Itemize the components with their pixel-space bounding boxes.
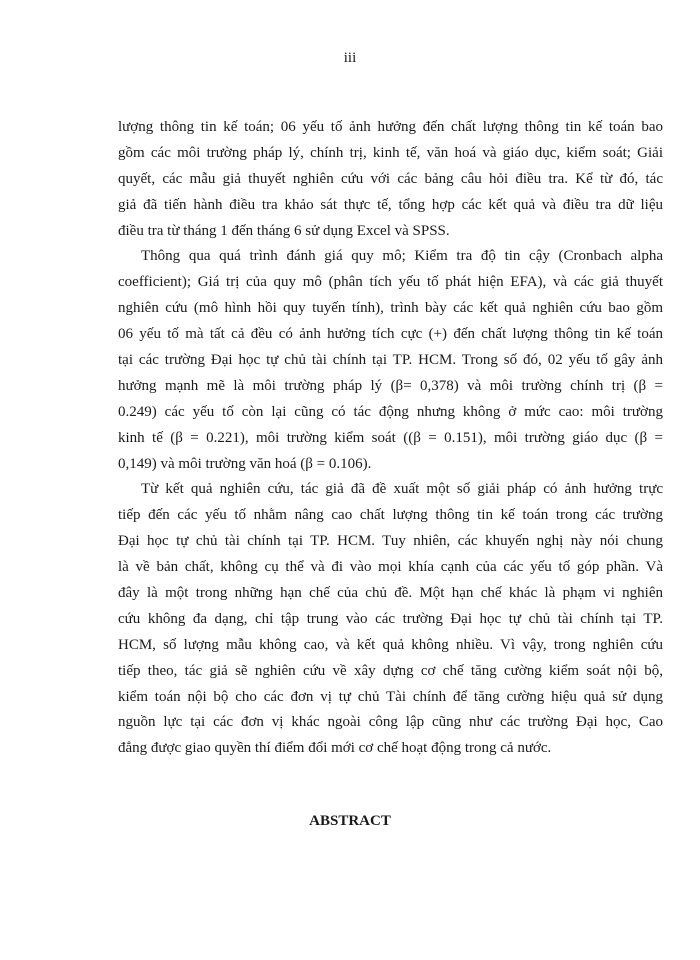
text-line: gồm các môi trường pháp lý, chính trị, kinh tế, văn hoá và giáo dục, kiểm soát; Giải bbox=[118, 144, 663, 161]
paragraph bbox=[118, 477, 663, 762]
text-line: 06 yếu tố mà tất cả đều có ảnh hưởng tích cực (+) đến chất lượng thông tin kế toán bbox=[118, 326, 663, 343]
text-line: 0.249) các yếu tố còn lại cũng có tác động nhưng không ở mức cao: môi trường bbox=[118, 403, 663, 420]
text-line: hưởng mạnh mẽ là môi trường pháp lý (β= 0,378) và môi trường chính trị (β = bbox=[118, 377, 663, 394]
text-line: đẳng được giao quyền thí điểm đổi mới cơ chế hoạt động trong cả nước. bbox=[118, 740, 552, 757]
text-line: là về bản chất, không cụ thể và đi vào mọi khía cạnh của các yếu tố góp phần. Và bbox=[118, 559, 663, 576]
text-line: lượng thông tin kế toán; 06 yếu tố ảnh hưởng đến chất lượng thông tin kế toán bao bbox=[118, 119, 663, 135]
text-line: quyết, các mẫu giả thuyết nghiên cứu với các bảng câu hỏi điều tra. Kể từ đó, tác bbox=[118, 170, 663, 187]
text-line: tiếp đến các yếu tố nhằm nâng cao chất lượng thông tin kế toán trong các trường bbox=[118, 507, 663, 524]
text-line: cứu không đa dạng, chỉ tập trung vào các trường Đại học tự chủ tài chính tại TP. bbox=[118, 610, 663, 627]
text-line: điều tra từ tháng 1 đến tháng 6 sử dụng Excel và SPSS. bbox=[118, 222, 450, 239]
text-line: 0,149) và môi trường văn hoá (β = 0.106). bbox=[118, 455, 372, 472]
text-line: nghiên cứu (mô hình hồi quy tuyến tính), trình bày các kết quả nghiên cứu bao gồm bbox=[118, 300, 663, 317]
text-line: đây là một trong những hạn chế của chủ đề. Một hạn chế khác là phạm vi nghiên bbox=[118, 585, 663, 602]
text-line: tại các trường Đại học tự chủ tài chính tại TP. HCM. Trong số đó, 02 yếu tố gây ảnh bbox=[118, 352, 663, 369]
text-line: HCM, số lượng mẫu không cao, và kết quả không nhiều. Vì vậy, trong nghiên cứu bbox=[118, 636, 663, 653]
body-text bbox=[118, 115, 663, 762]
text-line: tiếp theo, tác giả sẽ nghiên cứu về xây dựng cơ chế tăng cường kiểm soát nội bộ, bbox=[118, 662, 663, 679]
text-line: giả đã tiến hành điều tra khảo sát thực tế, tổng hợp các kết quả và điều tra dữ liệu bbox=[118, 196, 663, 213]
page-number: iii bbox=[343, 50, 357, 66]
abstract-heading: ABSTRACT bbox=[309, 813, 391, 829]
paragraph bbox=[118, 244, 663, 477]
text-line: Từ kết quả nghiên cứu, tác giả đã đề xuất một số giải pháp có ảnh hưởng trực bbox=[141, 481, 663, 498]
text-line: Đại học tự chủ tài chính tại TP. HCM. Tuy nhiên, các khuyến nghị này nói chung bbox=[118, 533, 663, 550]
text-line: coefficient); Giá trị của quy mô (phân tích yếu tố phát hiện EFA), và các giả thuyết bbox=[118, 274, 663, 291]
text-line: Thông qua quá trình đánh giá quy mô; Kiểm tra độ tin cậy (Cronbach alpha bbox=[141, 248, 663, 265]
paragraph bbox=[118, 115, 663, 244]
text-line: nguồn lực tại các đơn vị khác ngoài công lập cũng như các trường Đại học, Cao bbox=[118, 714, 663, 731]
text-line: kinh tế (β = 0.221), môi trường kiểm soát ((β = 0.151), môi trường giáo dục (β = bbox=[118, 429, 663, 446]
text-line: kiểm toán nội bộ cho các đơn vị tự chủ Tài chính để tăng cường hiệu quả sử dụng bbox=[118, 688, 663, 705]
